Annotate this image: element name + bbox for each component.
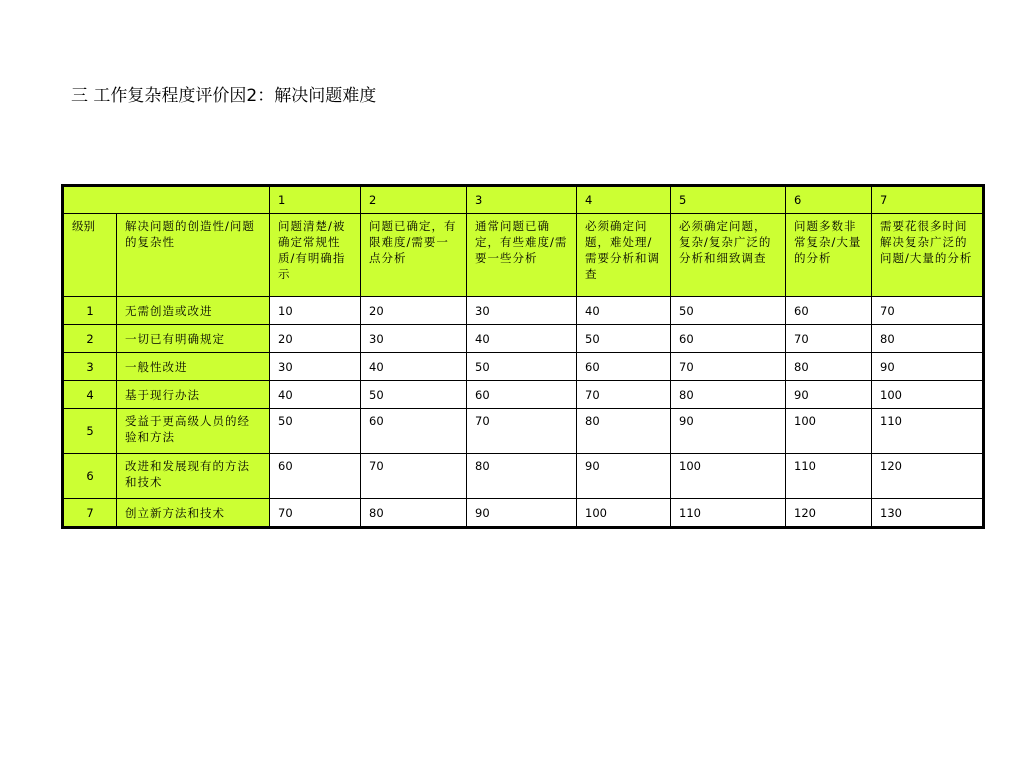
col-number: 4	[577, 186, 671, 214]
col-description: 需要花很多时间解决复杂广泛的问题/大量的分析	[872, 214, 984, 297]
score-cell: 80	[361, 499, 467, 528]
page-title: 三 工作复杂程度评价因2：解决问题难度	[71, 86, 377, 106]
table-row	[63, 499, 984, 528]
table-row	[63, 381, 984, 409]
row-level: 5	[63, 409, 117, 454]
score-cell: 110	[671, 499, 786, 528]
score-cell: 80	[467, 454, 577, 499]
row-description: 无需创造或改进	[117, 297, 270, 325]
table-row	[63, 409, 984, 454]
score-cell: 30	[467, 297, 577, 325]
score-cell: 120	[872, 454, 984, 499]
score-cell: 110	[872, 409, 984, 454]
score-cell: 100	[786, 409, 872, 454]
score-cell: 100	[577, 499, 671, 528]
table-row	[63, 454, 984, 499]
score-cell: 50	[671, 297, 786, 325]
row-description: 基于现行办法	[117, 381, 270, 409]
score-cell: 60	[577, 353, 671, 381]
level-label: 级别	[63, 214, 117, 297]
score-cell: 60	[361, 409, 467, 454]
row-level: 4	[63, 381, 117, 409]
score-cell: 110	[786, 454, 872, 499]
score-cell: 60	[467, 381, 577, 409]
row-level: 6	[63, 454, 117, 499]
score-cell: 90	[577, 454, 671, 499]
score-cell: 70	[671, 353, 786, 381]
col-description: 必须确定问题，复杂/复杂广泛的分析和细致调查	[671, 214, 786, 297]
corner-cell	[63, 186, 270, 214]
evaluation-table	[61, 184, 985, 529]
score-cell: 40	[577, 297, 671, 325]
col-description: 问题已确定，有限难度/需要一点分析	[361, 214, 467, 297]
score-cell: 70	[786, 325, 872, 353]
score-cell: 40	[467, 325, 577, 353]
score-cell: 60	[671, 325, 786, 353]
dimension-label: 解决问题的创造性/问题的复杂性	[117, 214, 270, 297]
table-row	[63, 297, 984, 325]
row-level: 2	[63, 325, 117, 353]
score-cell: 70	[270, 499, 361, 528]
score-cell: 50	[467, 353, 577, 381]
score-cell: 90	[671, 409, 786, 454]
col-number: 2	[361, 186, 467, 214]
score-cell: 60	[786, 297, 872, 325]
col-number: 5	[671, 186, 786, 214]
col-number: 7	[872, 186, 984, 214]
col-description: 通常问题已确定，有些难度/需要一些分析	[467, 214, 577, 297]
row-level: 3	[63, 353, 117, 381]
score-cell: 30	[361, 325, 467, 353]
col-number: 3	[467, 186, 577, 214]
score-cell: 80	[671, 381, 786, 409]
col-description: 问题清楚/被确定常规性质/有明确指示	[270, 214, 361, 297]
col-number: 1	[270, 186, 361, 214]
score-cell: 50	[270, 409, 361, 454]
score-cell: 20	[361, 297, 467, 325]
score-cell: 40	[270, 381, 361, 409]
row-description: 一般性改进	[117, 353, 270, 381]
score-cell: 120	[786, 499, 872, 528]
column-number-row	[63, 186, 984, 214]
table-row	[63, 353, 984, 381]
score-cell: 30	[270, 353, 361, 381]
row-description: 创立新方法和技术	[117, 499, 270, 528]
score-cell: 100	[671, 454, 786, 499]
score-cell: 70	[467, 409, 577, 454]
score-cell: 80	[577, 409, 671, 454]
score-cell: 70	[361, 454, 467, 499]
score-cell: 50	[577, 325, 671, 353]
score-cell: 10	[270, 297, 361, 325]
col-description: 问题多数非常复杂/大量的分析	[786, 214, 872, 297]
score-cell: 100	[872, 381, 984, 409]
score-cell: 60	[270, 454, 361, 499]
score-cell: 90	[786, 381, 872, 409]
score-cell: 70	[577, 381, 671, 409]
row-description: 受益于更高级人员的经验和方法	[117, 409, 270, 454]
score-cell: 20	[270, 325, 361, 353]
score-cell: 130	[872, 499, 984, 528]
score-cell: 70	[872, 297, 984, 325]
row-description: 一切已有明确规定	[117, 325, 270, 353]
col-number: 6	[786, 186, 872, 214]
column-description-row	[63, 214, 984, 297]
row-description: 改进和发展现有的方法和技术	[117, 454, 270, 499]
score-cell: 50	[361, 381, 467, 409]
score-cell: 80	[786, 353, 872, 381]
score-cell: 40	[361, 353, 467, 381]
score-cell: 90	[872, 353, 984, 381]
row-level: 7	[63, 499, 117, 528]
col-description: 必须确定问题，难处理/需要分析和调查	[577, 214, 671, 297]
table-row	[63, 325, 984, 353]
row-level: 1	[63, 297, 117, 325]
score-cell: 90	[467, 499, 577, 528]
score-cell: 80	[872, 325, 984, 353]
